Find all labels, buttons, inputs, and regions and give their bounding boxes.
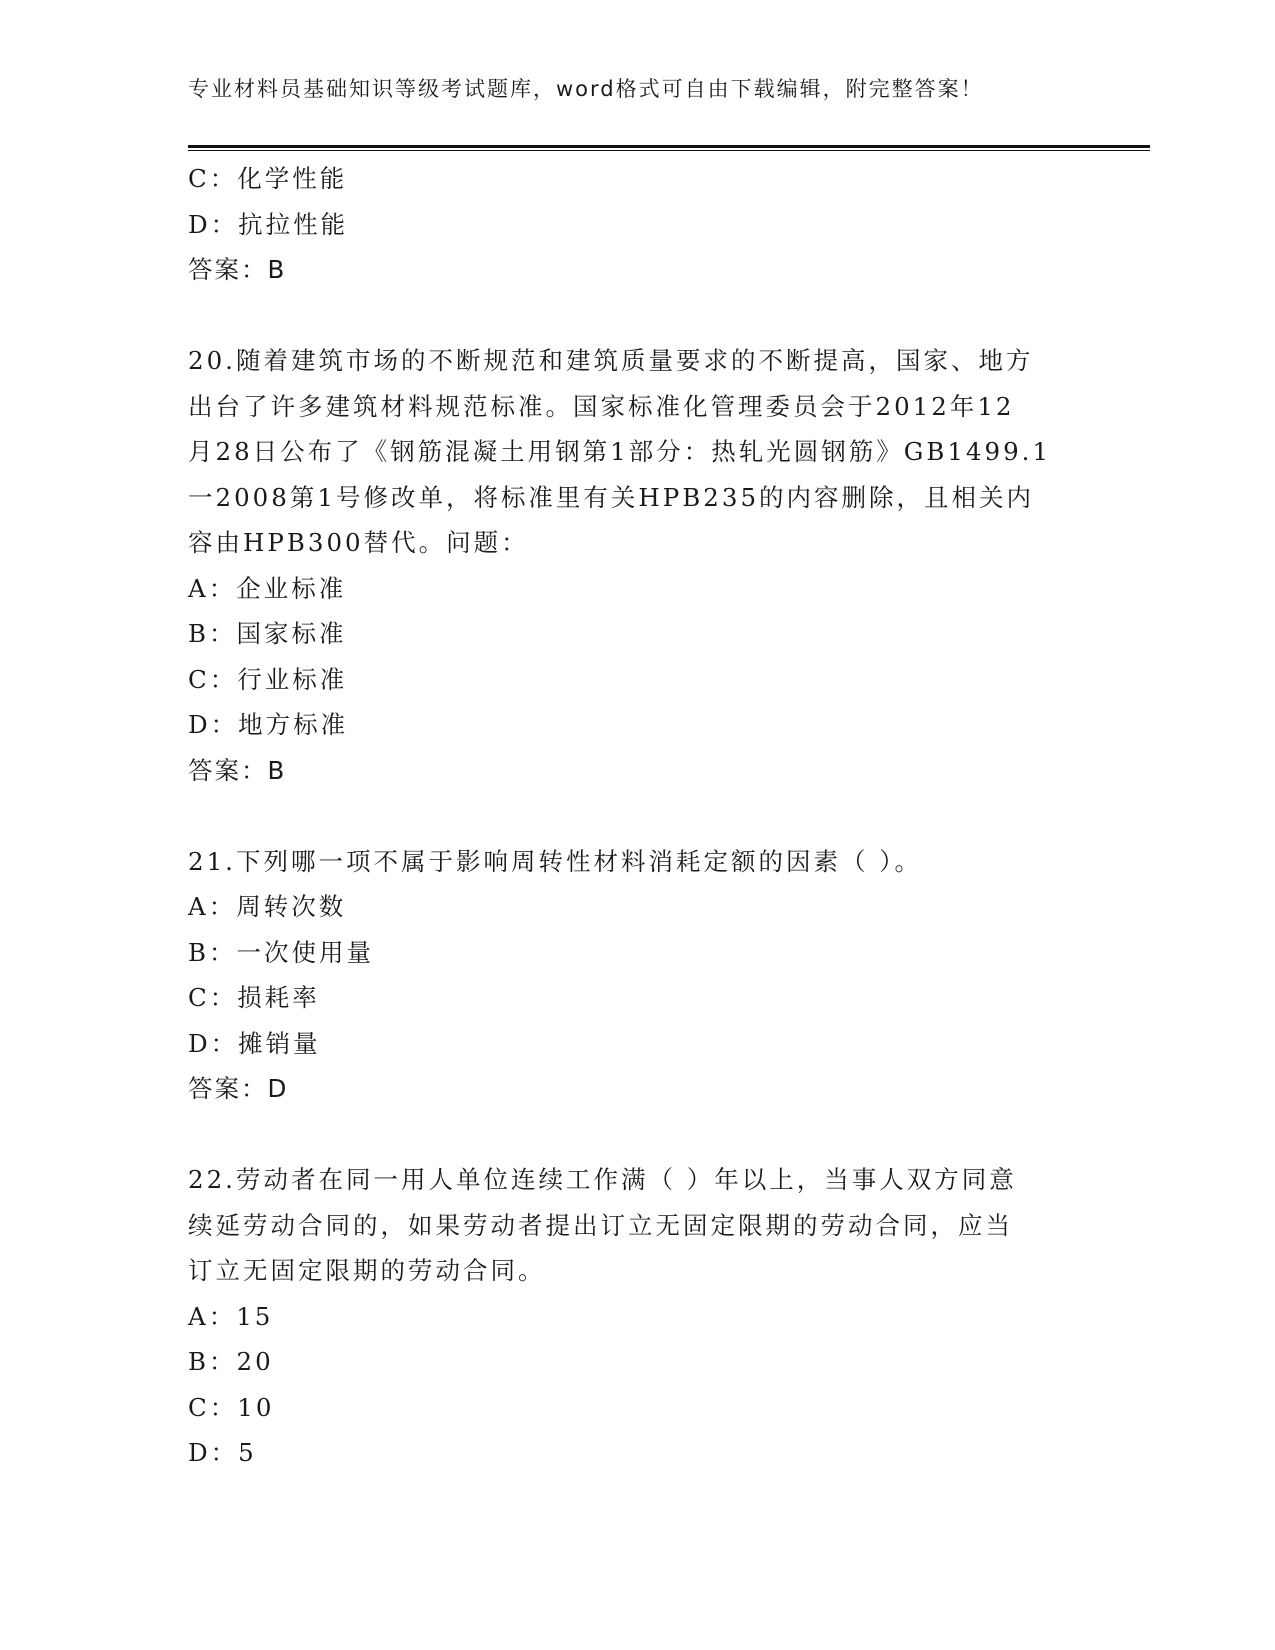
spacer: [188, 1112, 1078, 1158]
question-22: [188, 1157, 1078, 1476]
header-rule-thin: [188, 150, 1150, 151]
answer-line: 答案：B: [188, 255, 287, 284]
question-text-line: 20.随着建筑市场的不断规范和建筑质量要求的不断提高，国家、地方: [188, 346, 1034, 375]
question-list: [188, 156, 1078, 1476]
spacer: [188, 293, 1078, 339]
header-rule: [188, 145, 1150, 148]
option-d: D：抗拉性能: [188, 209, 349, 239]
option-c: C：损耗率: [188, 983, 320, 1012]
option-b: B：国家标准: [188, 619, 347, 648]
option-c: C：化学性能: [188, 164, 348, 193]
option-c: C：10: [188, 1392, 275, 1422]
question-text-line: 一2008第1号修改单，将标准里有关HPB235的内容删除，且相关内: [188, 482, 1035, 512]
option-a: A：15: [188, 1301, 274, 1331]
question-text-line: 22.劳动者在同一用人单位连续工作满（ ）年以上，当事人双方同意: [188, 1165, 1017, 1194]
option-b: B：20: [188, 1347, 274, 1376]
question-text-line: 21.下列哪一项不属于影响周转性材料消耗定额的因素（ ）。: [188, 846, 922, 876]
question-text-line: 订立无固定限期的劳动合同。: [188, 1256, 546, 1285]
question-20: [188, 338, 1078, 793]
option-a: A：企业标准: [188, 573, 347, 603]
option-c: C：行业标准: [188, 664, 348, 694]
option-d: D：5: [188, 1438, 257, 1467]
question-text-line: 续延劳动合同的，如果劳动者提出订立无固定限期的劳动合同，应当: [188, 1210, 1013, 1240]
answer-line: 答案：B: [188, 755, 287, 785]
question-text-line: 容由HPB300替代。问题：: [188, 528, 529, 557]
question-text-line: 出台了许多建筑材料规范标准。国家标准化管理委员会于2012年12: [188, 391, 1015, 421]
question-19: [188, 156, 1078, 293]
answer-line: 答案：D: [188, 1074, 289, 1103]
option-a: A：周转次数: [188, 892, 347, 921]
page-header: 专业材料员基础知识等级考试题库，word格式可自由下载编辑，附完整答案！: [188, 77, 984, 101]
spacer: [188, 793, 1078, 839]
option-d: D：摊销量: [188, 1028, 321, 1058]
option-b: B：一次使用量: [188, 937, 375, 967]
question-21: [188, 839, 1078, 1112]
option-d: D：地方标准: [188, 710, 349, 739]
question-text-line: 月28日公布了《钢筋混凝土用钢第1部分：热轧光圆钢筋》GB1499.1: [188, 437, 1052, 466]
